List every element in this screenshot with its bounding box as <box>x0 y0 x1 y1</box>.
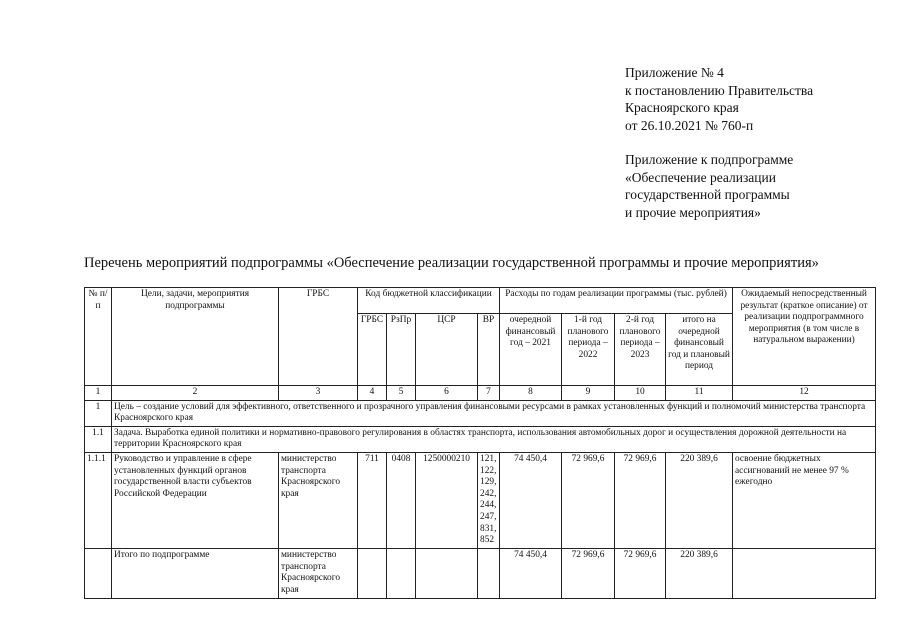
document-title: Перечень мероприятий подпрограммы «Обеспечение реализации государственной программы и прочие мероприятия» <box>84 255 819 271</box>
subprogram-appendix-line: и прочие мероприятия» <box>625 204 761 220</box>
column-number: 9 <box>562 386 615 401</box>
activity-csr: 1250000210 <box>416 452 478 548</box>
activity-name: Руководство и управление в сфере установленных функций органов государственной власти субъектов Российской Федерации <box>112 452 279 548</box>
header-exp-first: 1-й год планового периода – 2022 <box>562 314 615 386</box>
appendix-line: к постановлению Правительства <box>625 82 814 98</box>
header-expected-result: Ожидаемый непосредственный результат (краткое описание) от реализации подпрограммного мероприятия (в том числе в натуральном выражении) <box>733 288 876 386</box>
total-result <box>733 548 876 598</box>
goal-num: 1 <box>85 400 112 426</box>
column-number: 5 <box>387 386 416 401</box>
header-budget-code: Код бюджетной классификации <box>358 288 500 314</box>
subprogram-appendix-line: Приложение к подпрограмме <box>625 152 794 167</box>
column-number: 4 <box>358 386 387 401</box>
activity-exp-second: 72 969,6 <box>615 452 666 548</box>
header-expenses: Расходы по годам реализации программы (тыс. рублей) <box>500 288 733 314</box>
total-code-grbs <box>358 548 387 598</box>
activity-exp-total: 220 389,6 <box>666 452 733 548</box>
subprogram-appendix-header <box>625 151 793 221</box>
total-rzpr <box>387 548 416 598</box>
task-text: Задача. Выработка единой политики и нормативно-правового регулирования в областях транспорта, использования автомобильных дорог и осуществления дорожной деятельности на территории Красноярского края <box>112 426 876 452</box>
total-exp-total: 220 389,6 <box>666 548 733 598</box>
column-number: 11 <box>666 386 733 401</box>
header-exp-second: 2-й год планового периода – 2023 <box>615 314 666 386</box>
goal-text: Цель – создание условий для эффективного, ответственного и прозрачного управления финансовыми ресурсами в рамках установленных функций и полномочий министерства транспорта Красноярского края <box>112 400 876 426</box>
appendix-line: Приложение № 4 <box>625 65 724 80</box>
total-exp-second: 72 969,6 <box>615 548 666 598</box>
header-exp-current: очередной финансовый год – 2021 <box>500 314 562 386</box>
appendix-line: от 26.10.2021 № 760-п <box>625 117 754 133</box>
goal-row <box>85 400 876 426</box>
total-grbs: министерство транспорта Красноярского края <box>279 548 358 598</box>
activity-rzpr: 0408 <box>387 452 416 548</box>
subprogram-appendix-line: государственной программы <box>625 187 790 202</box>
column-number: 8 <box>500 386 562 401</box>
total-name: Итого по подпрограмме <box>112 548 279 598</box>
appendix-header <box>625 64 813 134</box>
activity-row <box>85 452 876 548</box>
total-vr <box>478 548 500 598</box>
total-num <box>85 548 112 598</box>
column-number: 10 <box>615 386 666 401</box>
activity-code-grbs: 711 <box>358 452 387 548</box>
column-number: 6 <box>416 386 478 401</box>
activity-num: 1.1.1 <box>85 452 112 548</box>
task-row <box>85 426 876 452</box>
column-number: 12 <box>733 386 876 401</box>
activity-grbs: министерство транспорта Красноярского края <box>279 452 358 548</box>
total-exp-current: 74 450,4 <box>500 548 562 598</box>
appendix-line: Красноярского края <box>625 100 739 115</box>
subprogram-appendix-line: «Обеспечение реализации <box>625 169 776 185</box>
total-csr <box>416 548 478 598</box>
activities-table <box>84 287 876 599</box>
column-number: 7 <box>478 386 500 401</box>
column-number-row <box>85 386 876 401</box>
activity-result: освоение бюджетных ассигнований не менее 97 % ежегодно <box>733 452 876 548</box>
header-grbs: ГРБС <box>279 288 358 386</box>
header-num: № п/п <box>85 288 112 386</box>
column-number: 3 <box>279 386 358 401</box>
header-goals: Цели, задачи, мероприятия подпрограммы <box>112 288 279 386</box>
total-row <box>85 548 876 598</box>
header-code-vr: ВР <box>478 314 500 386</box>
activity-exp-first: 72 969,6 <box>562 452 615 548</box>
task-num: 1.1 <box>85 426 112 452</box>
header-exp-total: итого на очередной финансовый год и плановый период <box>666 314 733 386</box>
column-number: 2 <box>112 386 279 401</box>
column-number: 1 <box>85 386 112 401</box>
activity-vr: 121, 122, 129, 242, 244, 247, 831, 852 <box>478 452 500 548</box>
header-code-grbs: ГРБС <box>358 314 387 386</box>
activity-exp-current: 74 450,4 <box>500 452 562 548</box>
header-code-rzpr: РзПр <box>387 314 416 386</box>
total-exp-first: 72 969,6 <box>562 548 615 598</box>
header-code-csr: ЦСР <box>416 314 478 386</box>
